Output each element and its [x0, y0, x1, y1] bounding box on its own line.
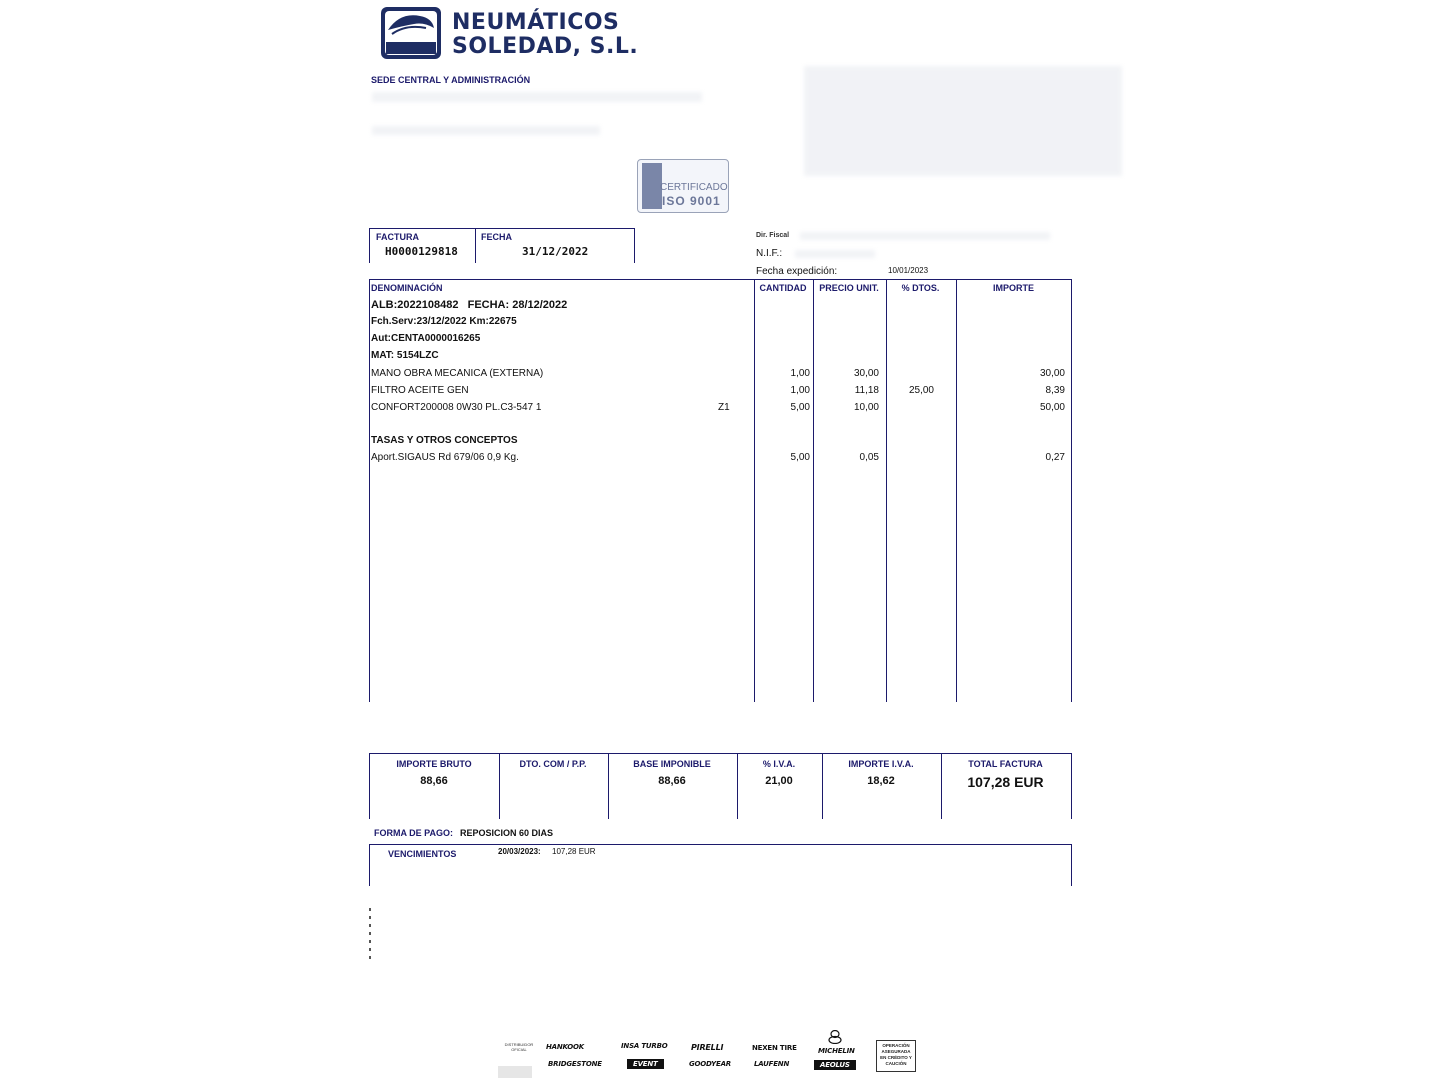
iso-line2: ISO 9001 [662, 194, 721, 208]
brand-nexen: NEXEN TIRE [752, 1044, 797, 1052]
factura-label: FACTURA [376, 232, 419, 242]
forma-pago-value: REPOSICION 60 DIAS [460, 828, 554, 838]
dir-fiscal-label: Dir. Fiscal [756, 232, 790, 239]
brand-pirelli: PIRELLI [691, 1043, 724, 1052]
item-2-cantidad: 5,00 [790, 402, 810, 413]
legal-text-edge [369, 908, 371, 960]
redacted-address [372, 92, 702, 102]
redacted-fiscal-address [800, 232, 1050, 240]
item-2-code: Z1 [718, 402, 730, 413]
item-0-precio: 30,00 [853, 368, 879, 379]
ivac-mark-icon [642, 163, 662, 209]
nif-label: N.I.F.: [756, 248, 783, 259]
iso-certification-badge [637, 159, 729, 213]
plate-line: MAT: 5154LZC [371, 350, 439, 361]
distribuidor-oficial-label: DISTRIBUIDOR OFICIAL [504, 1042, 534, 1052]
item-1-desc: FILTRO ACEITE GEN [371, 385, 469, 396]
redacted-nif [795, 250, 875, 258]
footer-grey-tab [498, 1066, 532, 1078]
iva-pct-value: 21,00 [765, 775, 793, 787]
authorization-line: Aut:CENTA0000016265 [371, 333, 481, 344]
vencimientos-box [369, 844, 1072, 886]
tax-0-desc: Aport.SIGAUS Rd 679/06 0,9 Kg. [371, 452, 519, 463]
item-0-cantidad: 1,00 [790, 368, 810, 379]
fecha-value: 31/12/2022 [522, 245, 589, 258]
col-header-precio: PRECIO UNIT. [819, 283, 879, 293]
vencimiento-date: 20/03/2023: [498, 847, 541, 856]
importe-bruto-value: 88,66 [420, 775, 448, 787]
fecha-expedicion-value: 10/01/2023 [888, 266, 929, 275]
tax-0-precio: 0,05 [859, 452, 879, 463]
brand-hankook: HANKOOK [546, 1043, 585, 1051]
col-header-importe: IMPORTE [992, 283, 1034, 293]
item-1-dto: 25,00 [908, 385, 934, 396]
brand-michelin: MICHELIN [818, 1047, 855, 1055]
importe-bruto-label: IMPORTE BRUTO [396, 759, 472, 769]
hq-label: SEDE CENTRAL Y ADMINISTRACIÓN [371, 75, 531, 85]
vencimiento-amount: 107,28 EUR [552, 847, 596, 856]
tax-0-importe: 0,27 [1045, 452, 1065, 463]
credit-insurance-badge [876, 1040, 916, 1072]
col-header-denominacion: DENOMINACIÓN [371, 283, 443, 293]
redacted-contact [372, 126, 600, 135]
dto-label: DTO. COM / P.P. [519, 759, 587, 769]
item-2-desc: CONFORT200008 0W30 PL.C3-547 1 [371, 402, 542, 413]
item-2-importe: 50,00 [1039, 402, 1065, 413]
item-1-precio: 11,18 [854, 385, 879, 396]
total-factura-label: TOTAL FACTURA [968, 759, 1043, 769]
brand-event: EVENT [627, 1059, 664, 1069]
michelin-man-icon [826, 1030, 844, 1044]
forma-pago-label: FORMA DE PAGO: [374, 828, 453, 838]
company-name-line1: NEUMÁTICOS [452, 10, 620, 35]
company-name-line2: SOLEDAD, S.L. [452, 34, 639, 59]
base-imponible-value: 88,66 [658, 775, 686, 787]
fecha-label: FECHA [481, 232, 512, 242]
item-1-importe: 8,39 [1045, 385, 1065, 396]
tire-emblem-icon [380, 6, 442, 60]
tax-0-cantidad: 5,00 [790, 452, 810, 463]
brand-laufenn: LAUFENN [754, 1060, 790, 1068]
credit-badge-text: OPERACIÓN ASEGURADA EN CRÉDITO Y CAUCIÓN [880, 1043, 912, 1066]
item-1-cantidad: 1,00 [790, 385, 810, 396]
brand-bridgestone: BRIDGESTONE [548, 1060, 602, 1068]
section-title-tasas: TASAS Y OTROS CONCEPTOS [371, 435, 518, 446]
item-0-importe: 30,00 [1039, 368, 1065, 379]
iva-importe-value: 18,62 [867, 775, 895, 787]
iso-line1: CERTIFICADO [660, 182, 728, 193]
base-imponible-label: BASE IMPONIBLE [633, 759, 711, 769]
iva-importe-label: IMPORTE I.V.A. [848, 759, 914, 769]
service-line: Fch.Serv:23/12/2022 Km:22675 [371, 316, 517, 327]
factura-number: H0000129818 [385, 245, 458, 258]
fecha-expedicion-label: Fecha expedición: [756, 266, 838, 277]
total-factura-value: 107,28 EUR [967, 774, 1044, 790]
col-header-dtos: % DTOS. [901, 283, 940, 293]
item-0-desc: MANO OBRA MECANICA (EXTERNA) [371, 368, 544, 379]
item-2-precio: 10,00 [853, 402, 879, 413]
col-header-cantidad: CANTIDAD [759, 283, 807, 293]
brand-insa-turbo: INSA TURBO [621, 1042, 668, 1050]
albaran-line: ALB:2022108482 FECHA: 28/12/2022 [371, 299, 568, 311]
iva-pct-label: % I.V.A. [762, 759, 796, 769]
brand-goodyear: GOODYEAR [689, 1060, 731, 1068]
company-logo [380, 6, 442, 60]
vencimientos-label: VENCIMIENTOS [388, 849, 457, 859]
redacted-branches [804, 66, 1122, 176]
brand-aeolus: AEOLUS [814, 1060, 856, 1070]
